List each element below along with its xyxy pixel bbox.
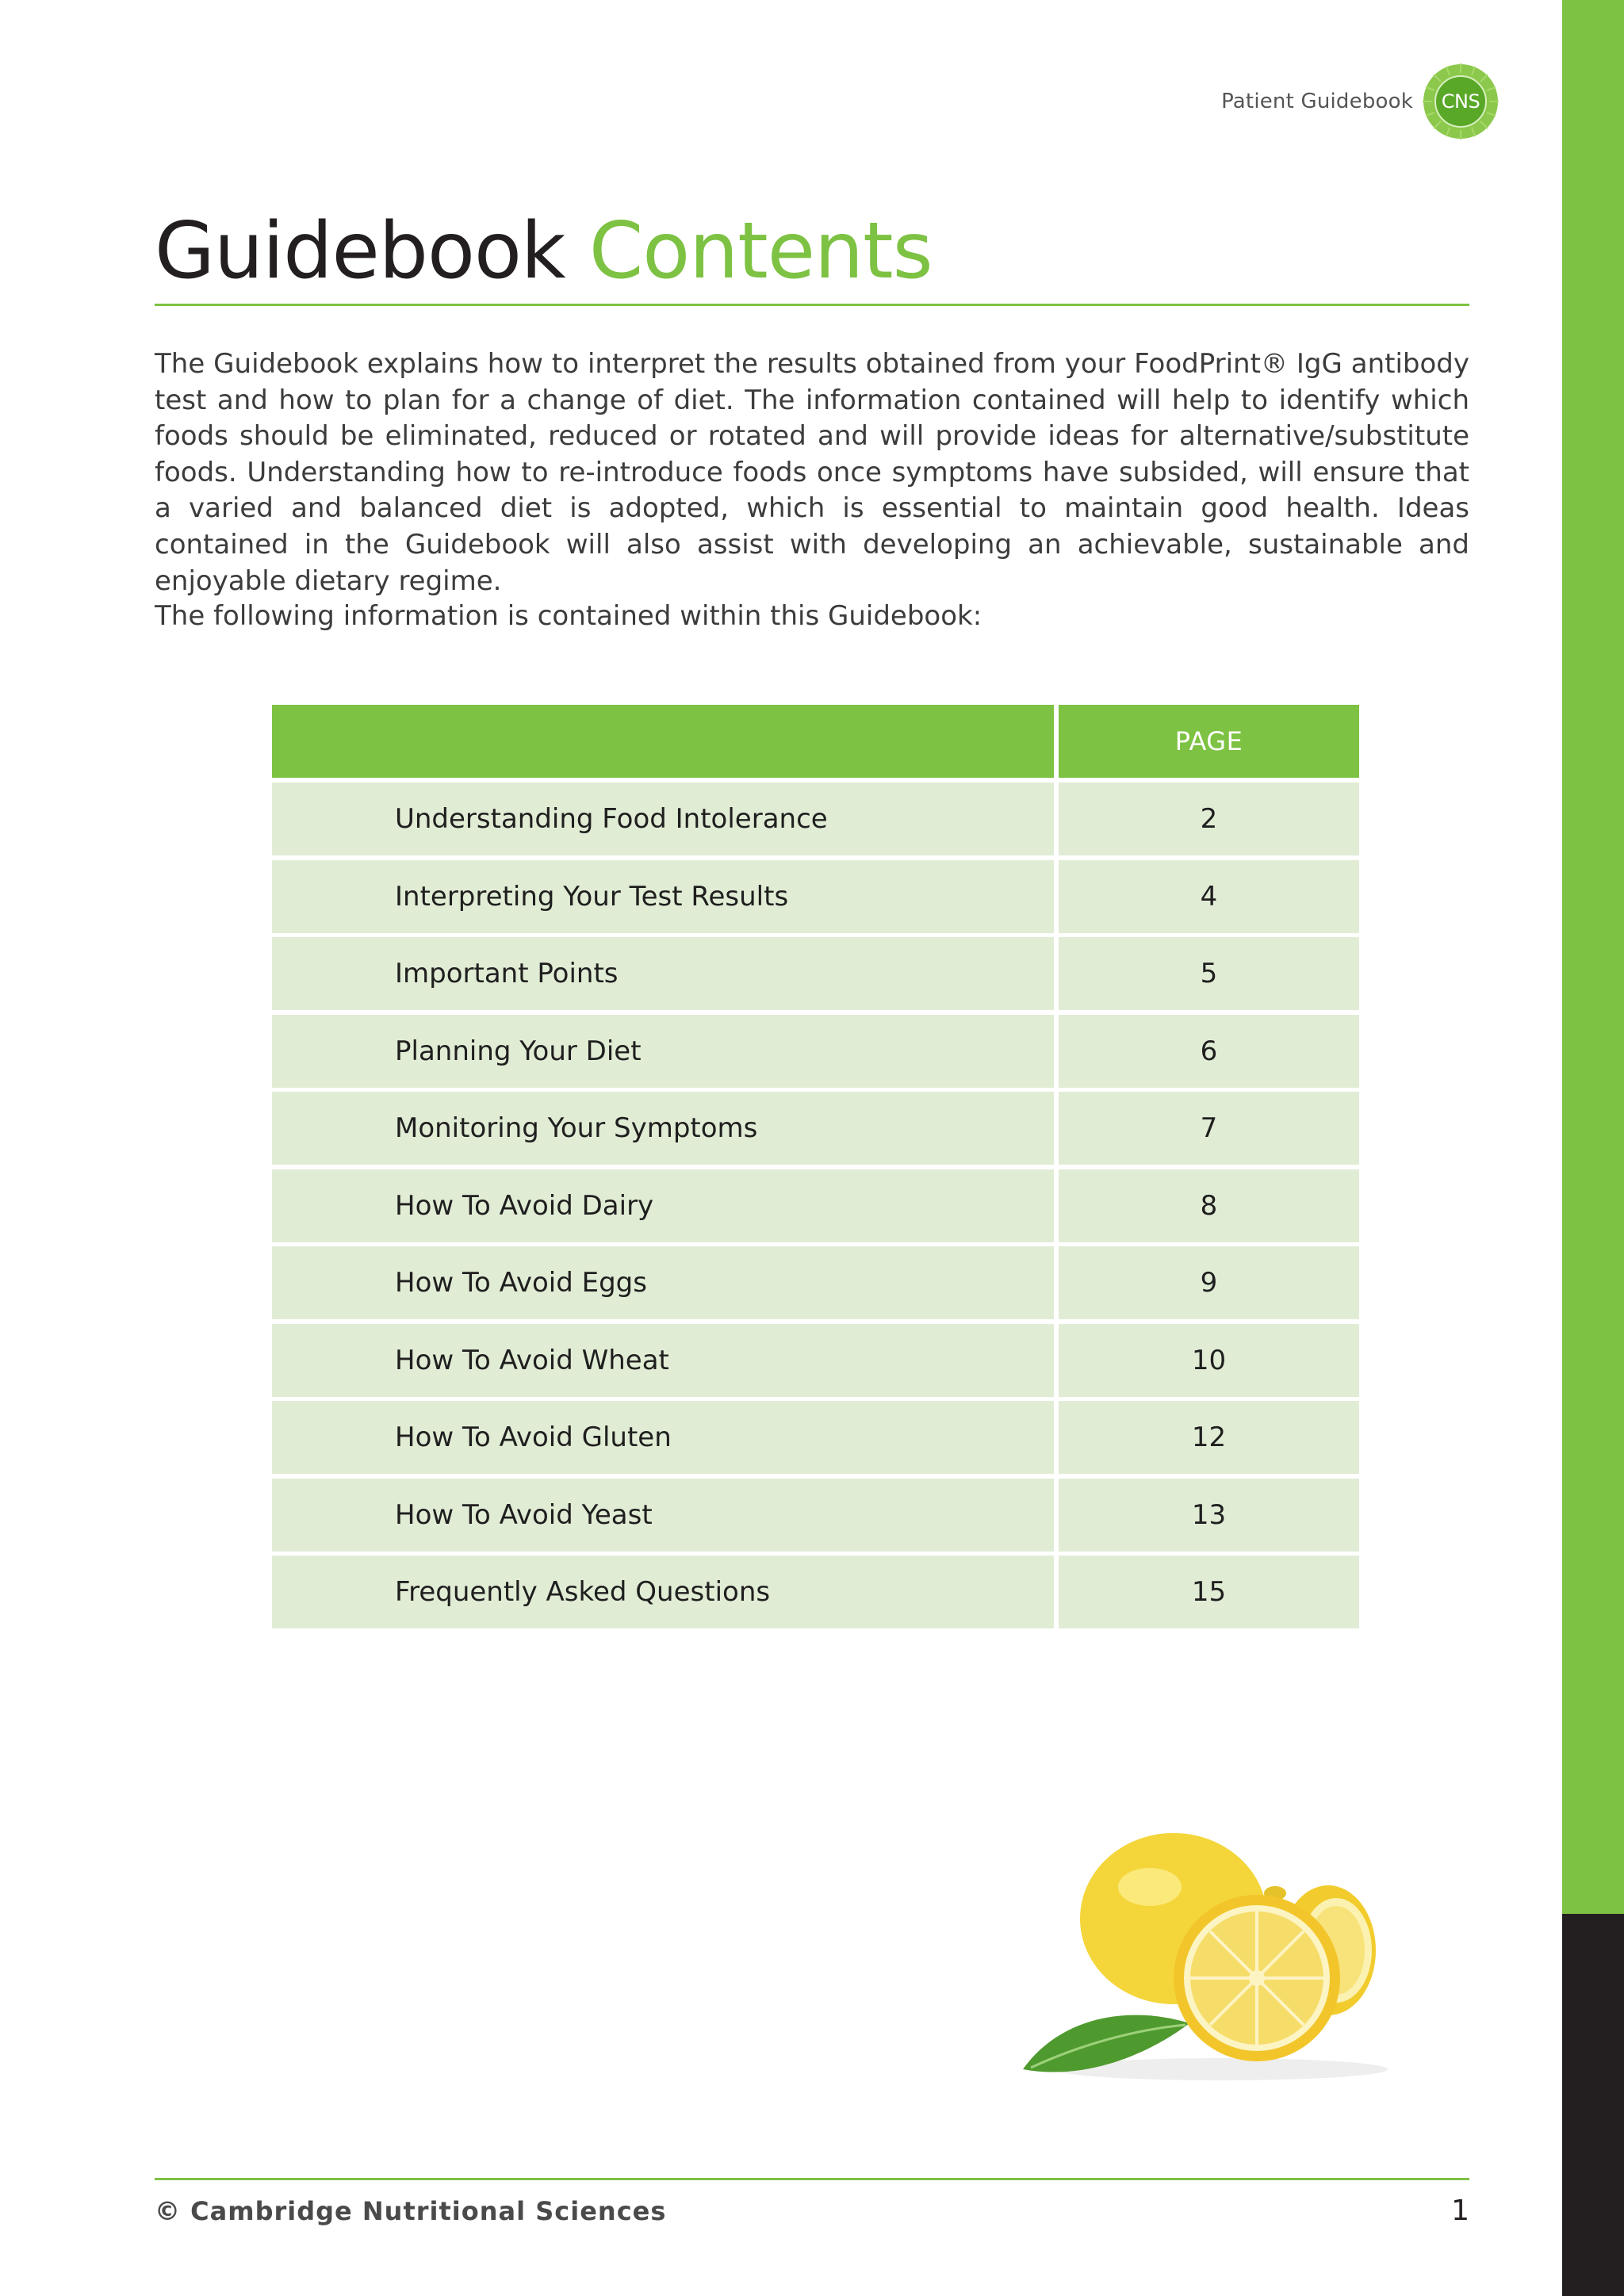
page-number: 1 — [1451, 2195, 1469, 2227]
row-page: 6 — [1200, 1035, 1218, 1067]
row-title: Monitoring Your Symptoms — [395, 1112, 758, 1144]
table-row — [272, 1324, 1359, 1397]
lemons-illustration — [1015, 1816, 1396, 2093]
table-row — [272, 1246, 1359, 1319]
header-page-cell — [1059, 705, 1359, 778]
row-title-cell — [272, 1092, 1054, 1165]
table-row — [272, 1015, 1359, 1088]
row-title: How To Avoid Dairy — [395, 1189, 654, 1222]
row-page-cell — [1059, 860, 1359, 933]
row-page: 8 — [1200, 1189, 1218, 1222]
row-title-cell — [272, 1479, 1054, 1552]
row-title-cell — [272, 860, 1054, 933]
intro-paragraph: The Guidebook explains how to interpret the results obtained from your FoodPrint® IgG antibody test and how to plan for a change of diet. The information contained will help to identify which foods should be eliminated, reduced or rotated and will provide ideas for alternative/substitute foods. Understanding how to re-introduce foods once symptoms have subsided, will ensure that a varied and balanced diet is adopted, which is essential to maintain good health. Ideas contained in the Guidebook will also assist with developing an achievable, sustainable and enjoyable dietary regime. — [155, 348, 1469, 597]
row-title: Planning Your Diet — [395, 1035, 642, 1067]
header-label: Patient Guidebook — [1221, 90, 1413, 113]
row-page-cell — [1059, 1556, 1359, 1628]
row-title: Important Points — [395, 958, 619, 989]
row-page-cell — [1059, 937, 1359, 1010]
row-title: How To Avoid Eggs — [395, 1267, 647, 1299]
contents-table-header — [272, 705, 1359, 778]
row-title-cell — [272, 1324, 1054, 1397]
row-title: How To Avoid Gluten — [395, 1422, 672, 1453]
footer-divider — [155, 2178, 1469, 2180]
row-page-cell — [1059, 1092, 1359, 1165]
row-page: 5 — [1200, 958, 1218, 989]
row-title: Frequently Asked Questions — [395, 1576, 771, 1608]
table-row — [272, 1092, 1359, 1165]
row-page: 4 — [1200, 880, 1218, 913]
title-main: Guidebook — [155, 206, 565, 297]
header-title-cell — [272, 705, 1054, 778]
row-title-cell — [272, 1401, 1054, 1474]
footer-copyright: © Cambridge Nutritional Sciences — [155, 2196, 667, 2226]
row-title-cell — [272, 1556, 1054, 1628]
row-page: 15 — [1191, 1576, 1227, 1608]
row-page-cell — [1059, 1169, 1359, 1242]
title-accent: Contents — [588, 206, 933, 297]
table-row — [272, 1169, 1359, 1242]
header-tag — [1221, 62, 1500, 141]
table-row — [272, 860, 1359, 933]
table-row — [272, 937, 1359, 1010]
row-title: Understanding Food Intolerance — [395, 803, 828, 835]
row-page-cell — [1059, 1324, 1359, 1397]
contents-table — [272, 705, 1359, 1633]
row-title-cell — [272, 1246, 1054, 1319]
row-page-cell — [1059, 783, 1359, 855]
row-title-cell — [272, 1015, 1054, 1088]
row-title: Interpreting Your Test Results — [395, 880, 789, 913]
row-title-cell — [272, 1169, 1054, 1242]
row-title-cell — [272, 937, 1054, 1010]
cns-logo — [1421, 62, 1500, 141]
side-dark-bar — [1562, 1914, 1624, 2296]
row-page: 2 — [1200, 803, 1218, 835]
row-page: 10 — [1191, 1344, 1227, 1376]
row-title: How To Avoid Wheat — [395, 1344, 669, 1376]
table-row — [272, 1556, 1359, 1628]
page-column-header: PAGE — [1174, 726, 1243, 756]
table-row — [272, 1401, 1359, 1474]
row-page-cell — [1059, 1401, 1359, 1474]
row-page: 13 — [1191, 1498, 1227, 1531]
side-accent-bar — [1562, 0, 1624, 1914]
row-page-cell — [1059, 1246, 1359, 1319]
table-row — [272, 1479, 1359, 1552]
row-page: 9 — [1200, 1267, 1218, 1299]
title-divider — [155, 304, 1469, 306]
row-page-cell — [1059, 1015, 1359, 1088]
logo-text: CNS — [1441, 90, 1480, 113]
page-title — [155, 208, 933, 295]
row-page: 12 — [1191, 1422, 1227, 1453]
row-title: How To Avoid Yeast — [395, 1498, 653, 1531]
row-title-cell — [272, 783, 1054, 855]
row-page-cell — [1059, 1479, 1359, 1552]
row-page: 7 — [1200, 1112, 1218, 1144]
following-text: The following information is contained within this Guidebook: — [155, 600, 982, 632]
table-row — [272, 783, 1359, 855]
